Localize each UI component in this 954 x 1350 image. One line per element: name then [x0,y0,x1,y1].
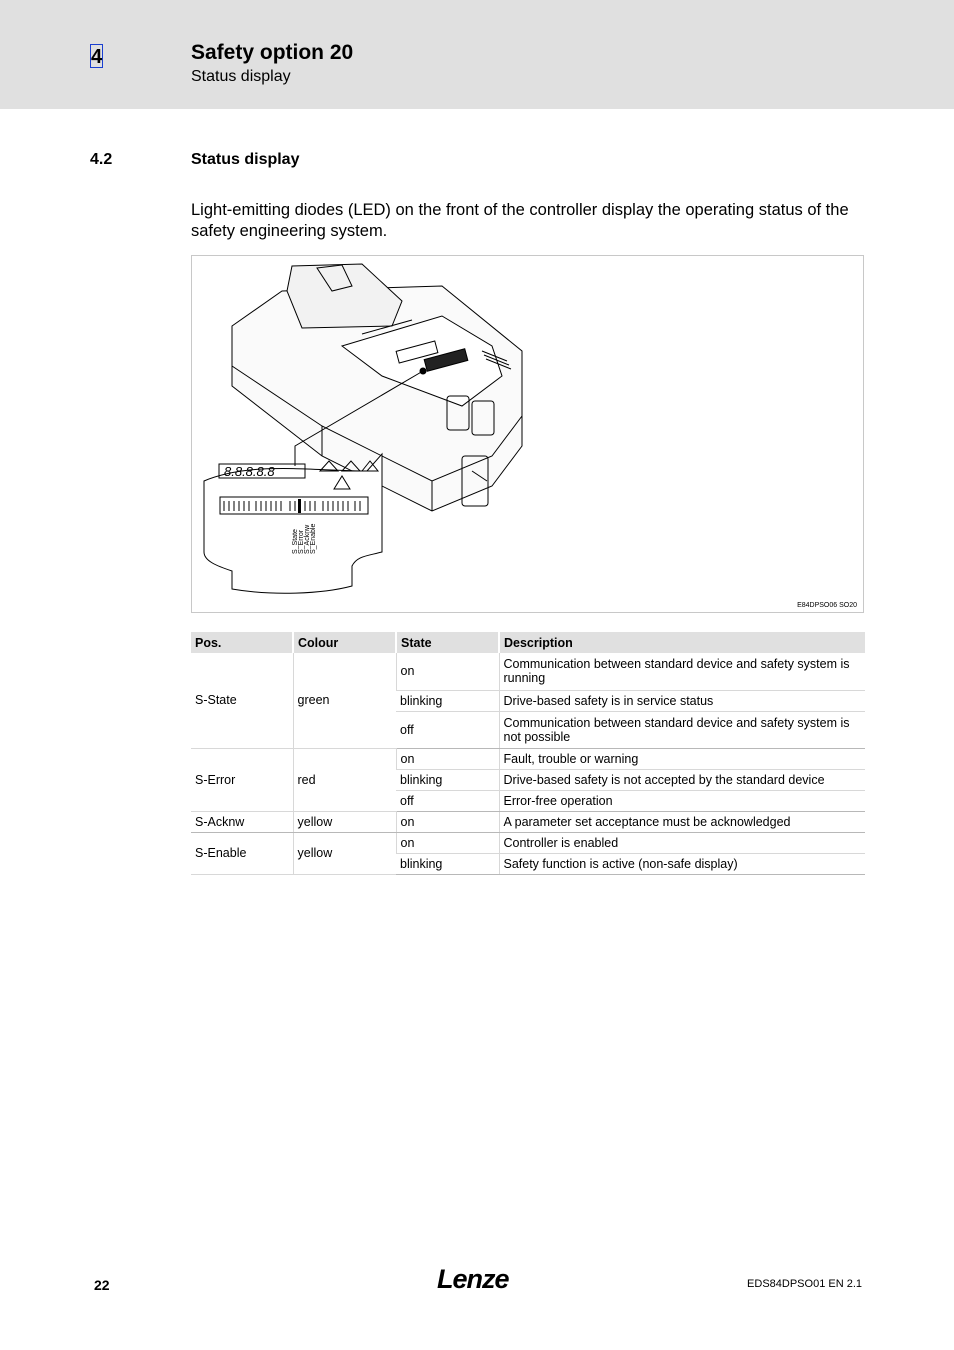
cell-state: off [396,790,499,811]
cell-pos: S-Error [191,748,293,811]
table-row [191,811,865,832]
cell-description: Controller is enabled [499,832,865,853]
chapter-title: Safety option 20 [191,41,354,64]
cell-state: blinking [396,853,499,874]
cell-description: A parameter set acceptance must be acknowledged [499,811,865,832]
cell-description: Communication between standard device and safety system is running [499,653,865,690]
section-title: Status display [191,151,300,168]
cell-pos: S-State [191,653,293,748]
cell-colour: red [293,748,396,811]
cell-state: on [396,811,499,832]
header-pos: Pos. [191,632,293,653]
document-id: EDS84DPSO01 EN 2.1 [747,1278,862,1290]
lenze-logo: Lenze [437,1264,509,1294]
header-description: Description [499,632,865,653]
cell-colour: green [293,653,396,748]
cell-description: Error-free operation [499,790,865,811]
cell-description: Communication between standard device and safety system is not possible [499,711,865,748]
intro-paragraph: Light-emitting diodes (LED) on the front of the controller display the operating status of the safety engineering system. [191,201,849,240]
cell-colour: yellow [293,832,396,874]
table-header-row [191,632,865,653]
cell-pos: S-Enable [191,832,293,874]
header-band [0,0,954,109]
cell-description: Safety function is active (non-safe display) [499,853,865,874]
table-row [191,653,865,690]
page-number: 22 [94,1277,110,1293]
led-label-s-state: S_State [292,529,299,554]
cell-colour: yellow [293,811,396,832]
led-label-s-error: S_Error [298,529,305,554]
cell-state: blinking [396,690,499,711]
cell-pos: S-Acknw [191,811,293,832]
figure-code: E84DPSO06 SO20 [797,602,857,609]
cell-state: blinking [396,769,499,790]
led-label-s-acknw: S_Acknw [304,524,311,554]
table-row [191,832,865,853]
chapter-subtitle: Status display [191,68,291,85]
led-label-s-enable: S_Enable [310,523,317,554]
section-number: 4.2 [90,151,113,168]
cell-state: on [396,653,499,690]
table-row [191,748,865,769]
controller-figure [191,255,864,613]
svg-text:8.8.8.8.8: 8.8.8.8.8 [224,464,275,479]
cell-state: on [396,748,499,769]
cell-description: Drive-based safety is not accepted by the standard device [499,769,865,790]
led-status-table [191,632,865,875]
chapter-number-link[interactable]: 4 [91,46,103,68]
cell-state: on [396,832,499,853]
cell-description: Fault, trouble or warning [499,748,865,769]
header-colour: Colour [293,632,396,653]
controller-drawing [192,256,863,612]
cell-description: Drive-based safety is in service status [499,690,865,711]
cell-state: off [396,711,499,748]
header-state: State [396,632,499,653]
